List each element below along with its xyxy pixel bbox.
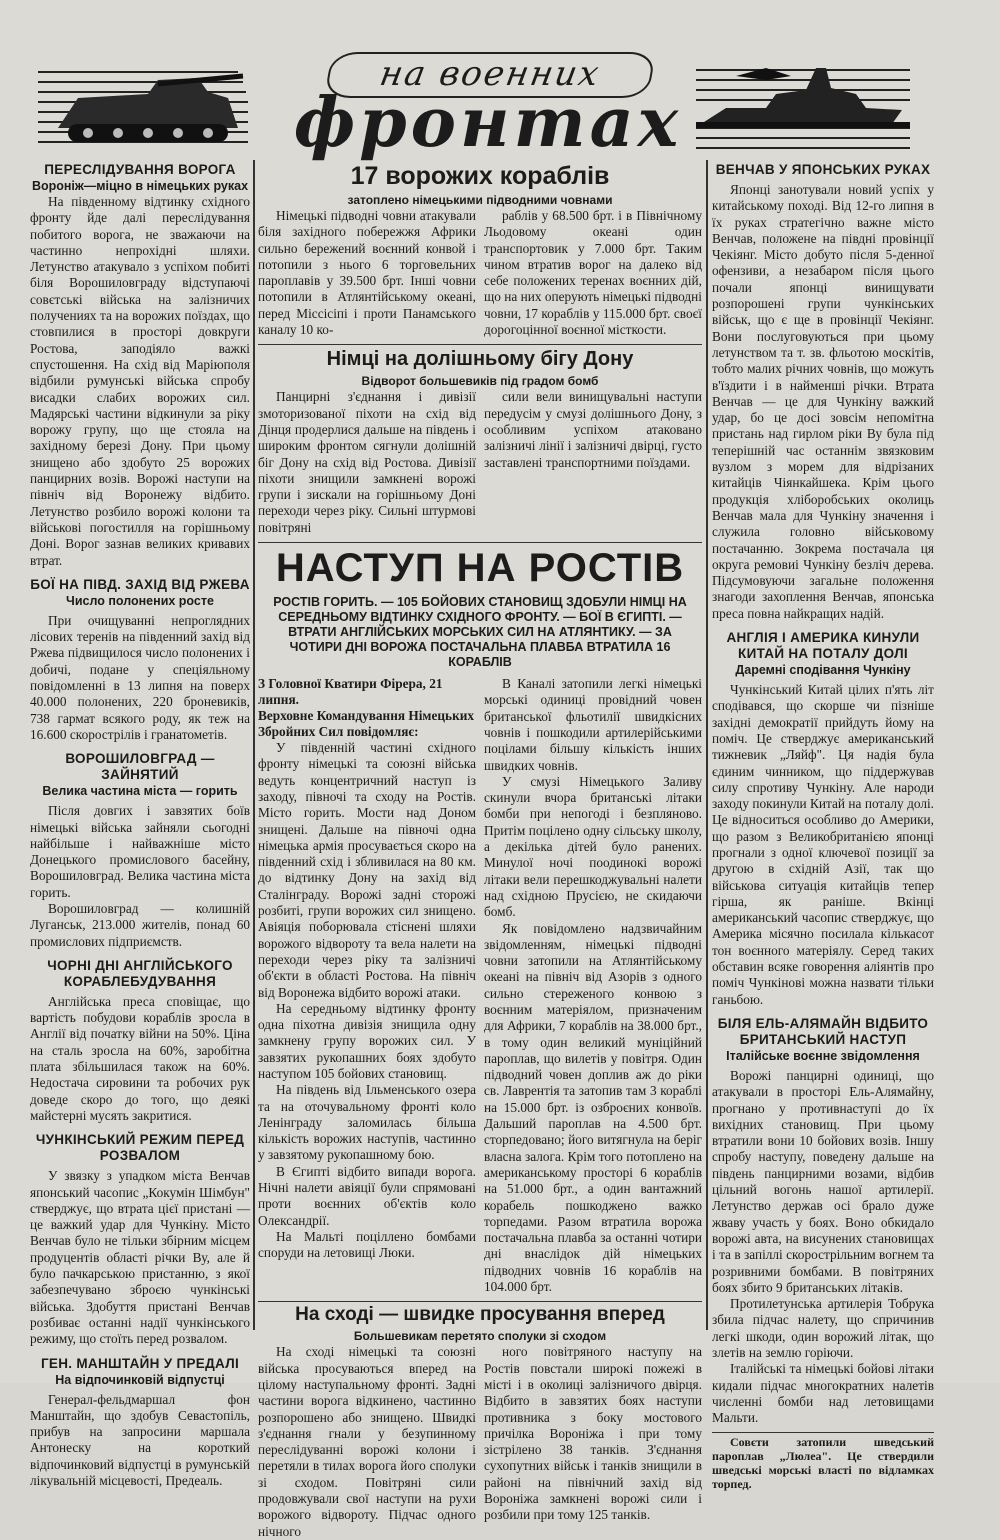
article-headline: ВОРОШИЛОВГРАД — ЗАЙНЯТИЙ [65,751,215,783]
article-text: Після довгих і завзятих боїв німецькі війська зайняли сьогодні найбільше і найважніше місто Донецького промислового басейну, Ворошиловград. Велика частина міста горить. [30,803,250,900]
article-text: На південному відтинку східного фронту йде далі переслідування побитого ворога, не зважаючи на частинно непрохідні шляхи. Летунство атакувало з успіхом побиті біля Ворошиловграду відступаючі совєтські війська на залізничих получениях та на ворожих поїздах, що стовпилися в просторі довкруги Ростова, заподіяло важкі спустошення. На схід від Маріюполя відбили румунські війська спробу висадки слабих ворожих сил. Мадярські частини відкинули за ріку ворожу групу, що ще стояла на західному березі Дону. При цьому знищено або здобуто 25 ворожих панцирних возів. Ворожі наступи на північ від Воронежу відбито. Летунство розбило ворожі колони та військові погостилля на горішньому Доні. Ворог зазнав великих кривавих втрат. [30,194,250,568]
left-column [30,160,250,1488]
center-column [258,160,702,1539]
article-text: Італійські та німецькі бойові літаки кидали підчас многократних налетів численні бомби над летовищами Мальти. [712,1361,934,1426]
article-subheadline: Даремні сподівання Чункіну [735,663,911,678]
article-lead: РОСТІВ ГОРИТЬ. — 105 БОЙОВИХ СТАНОВИЩ ЗДОБУЛИ НІМЦІ НА СЕРЕДНЬОМУ ВІДТИНКУ СХІДНОГО ФРОНТУ. — БОЇ В ЄГИПТІ. — ВТРАТИ АНГЛІЙСЬКИХ МОРСЬКИХ СИЛ НА АТЛЯНТИКУ. — ЗА ЧОТИРИ ДНІ ВОРОЖА ПОСТАЧАЛЬНА ПЛАВБА ВТРАТИЛА 16 КОРАБЛІВ [273,595,687,670]
article-subheadline: На відпочинковій відпустці [55,1372,225,1387]
article-two-columns [258,1344,702,1540]
article-text: На південь від Ільменського озера та на оточувальному фронті коло Ленінграду заломилась більша кількість ворожих наступів, частинно у завзятому рукопашному бою. [258,1082,476,1163]
article-subheadline: Вороніж—міцно в німецьких руках [31,179,249,193]
column-rule-left [253,160,255,1330]
article-text: Ворожі панцирні одиниці, що атакували в просторі Ель-Алямайну, прогнано у противнаступі до їх вихідних становищ. При цьому втратили вони 10 бойових возів. Іншу спробу наступу, поведену дальше на південь панцирними возами, відбив цільний вогонь нашої артилерії. Летунство держав осі брало дуже жваву участь у боях. Воно обкидало ворожі авта, на висунених становищах і та в запіллі скорострільним вогнем та розривними бомбами. В повітряних боях збито 9 британських літаків. [712,1067,934,1295]
article-headline: БІЛЯ ЕЛЬ-АЛЯМАЙН ВІДБИТО БРИТАНСЬКИЙ НАСТУП [717,1015,929,1047]
article-text: Ворошиловград — колишній Луганськ, 213.000 жителів, понад 60 промислових підприємств. [30,900,250,949]
tank-illustration [38,58,250,150]
article-text: В Каналі затопили легкі німецькі морські одиниці провідний човен британської фльотилії швидкісних човнів і пошкодили артилерійськими поцілами більшу кількість інших швидких човнів. [484,676,702,773]
article-column [258,676,476,1295]
article-text: В Єгипті відбито випади ворога. Нічні налети авіяції були спрямовані проти воєнних об'єктів коло Олександрії. [258,1163,476,1228]
article-text: Німецькі підводні човни атакували біля західного побережжя Африки сильно бережений воєнний конвой і потопили з нього 6 торговельних пароплавів у 39.500 брт. Інші човни потопили в Атлянтійському океані, перед Міссісіпі і проти Панамського каналу 10 ко- [258,208,476,338]
masthead [0,0,1000,163]
article-text: Чункінський Китай цілих п'ять літ сподівався, що скорше чи пізніше західні демократії прийдуть йому на поміч. Це стверджує американський тижневик „Ляйф". Ця надія була єдиним чинником, що піддержував силу спротиву Чункіну. Але народи заходу покинули Китай на поталу долі. Це відноситься особливо до Америки, що разом з Великобританією японці прогнали з одної ключевої позиції за другою в східній Азії, так що військова ситуація китайців тепер гірша, як раніше. Вкінці американський часопис стверджує, що Америка місячно посилала кількасот тон воєнного матеріялу. Серед таких обставин всяке говорення аліянтів про поміч Чункінові можна назвати тільки ганьбою. [712,682,934,1007]
article-subheadline: Відворот большевиків під градом бомб [361,374,599,389]
masthead-title-top: на военних [324,52,656,98]
article-text: У звязку з упадком міста Венчав японський часопис „Кокумін Шімбун" стверджує, що втрата цієї пристані — це важкий удар для Чункіну. Місто Венчав було не тільки збірним місцем продуцентів області річки Ву, але й було пачкарською пристанню, з якої забезпечувано зброєю чункінські війська. Здобуття пристані Венчав розбиває останні надії чункінського режиму, що стоїть перед розвалом. [30,1168,250,1347]
article-text: На середньому відтинку фронту одна піхотна дивізія знищила одну замкнену групу ворожих сил. У завзятих рукопашних боях здобуто наступом 105 бойових становищ. [258,1000,476,1081]
article-headline: ЧУНКІНСЬКИЙ РЕЖИМ ПЕРЕД РОЗВАЛОМ [35,1132,245,1164]
article-text: Генерал-фельдмаршал фон Манштайн, що здобув Севастопіль, прибув на запросини маршала Антонеску на короткий відпочинковий відпустці в румунській лікувальній місцевості, Предеаль. [30,1391,250,1488]
article-text: Панцирні з'єднання і дивізії змоторизованої піхоти на схід від Дінця продерлися дальше на південь і широким фронтом сягнули долішній біг Дону на схід від Ростова. Дивізії піхоти знищили замкнені ворожі групи і зискали на горішньому Доні переходи через ріку. Сильні штурмові повітряні [258,389,476,535]
article-headline: НАСТУП НА РОСТІВ [258,542,702,593]
article-headline: АНГЛІЯ І АМЕРИКА КИНУЛИ КИТАЙ НА ПОТАЛУ ДОЛІ [726,630,920,662]
column-rule-right [706,160,708,1330]
article-text: сили вели винищувальні наступи передусім у смузі долішнього Дону, з особливим успіхом атакованo залізничі лінії і залізничі двірці, густо заставлені транспортними поїздами. [484,389,702,470]
article-headline: БОЇ НА ПІВД. ЗАХІД ВІД РЖЕВА [30,576,250,592]
article-text: На Мальті поціллено бомбами споруди на летовищі Люки. [258,1228,476,1261]
article-subheadline: затоплено німецькими підводними човнами [347,193,613,207]
article-subheadline: Велика частина міста — горить [42,784,238,799]
right-column [712,160,934,1492]
article-subheadline: Большевикам перетято сполуки зі сходом [353,1329,607,1344]
article-two-columns [258,676,702,1295]
article-two-columns [258,208,702,338]
dateline: З Головної Кватири Фірера, 21 липня. [258,676,443,708]
article-subheadline: Італійське воєнне звідомлення [726,1048,920,1063]
article-headline: 17 ворожих кораблів [350,162,610,190]
article-text: Японці занотували новий успіх у китайському поході. Від 12-го липня в їх руках стратегічно важне місто Венчав, положене на півдні провінції Чекіянг. Місто добуто після 5-денної офензиви, а незабаром після цього почали японці винищувати розпорошені групи чункінських військ, що є ще в провінції Чекіянг. Вони послуговуються при цьому летунством та т. зв. фльотою москітів, тобто малих річних човнів, що можуть в'їздити і в найменші річки. Втрата Венчав — це для Чункіну важкий удар, бо це досі зовсім непомітна пристань над гирлом ріки Ву була під теперішній час останнім звязковим вузлом з морем для відрізаних китайців Чіянкайшека. Крім цього продукція хліборобських околиць Венчав мала для Чункіну значення і служила головно військовому постачанню. Зокрема постачала ця округа ремовиі Чункіну безліч дерева. Підсумовуючи загальне положення знагоди захоплення Венчав, японська преса повна найкращих надій. [712,182,934,621]
article-text: ного повітряного наступу на Ростів повстали широкі пожежі в місті і в околиці залізничого двірця. Відбито в завзятих боях наступи противника з боку мостового причілка Вороніжа і при тому зістрілено 38 танків. З'єднання сухопутних військ і танків знищили в районі на північний захід від Вороніжа замкнені ворожі сили і розбили при тому 125 танків. [484,1344,702,1523]
article-text: Совєти затопили шведський пароплав „Люлеа". Це ствердили шведські морські власті по відламках торпед. [712,1435,934,1492]
news-brief [712,1432,934,1491]
article-text: При очищуванні непроглядних лісових теренів на південний захід від Ржева підвищилося число полонених і добичі, подане у спеціяльному повідомленні в 13 липня на поверх 40.000 полонених, 220 броневиків, 738 гармат всякого роду, як теж на 16.600 скорострілів і гранатометів. [30,612,250,742]
article-text: раблів у 68.500 брт. і в Північному Льодовому океані один транспортовик у 7.000 брт. Таким чином втратив ворог на далеко від себе положених теренах воєнних дій, що на них оперують німецькі підводні човни, 17 кораблів у 115.000 брт. своєї дорогоцінної воєнної місткости. [484,208,702,338]
article-headline: На сході — швидке просування вперед [258,1301,702,1328]
article-headline: Німці на долішньому бігу Дону [258,344,702,373]
warship-illustration [696,58,910,150]
article-text: Як повідомлено надзвичайним звідомленням, німецькі підводні човни затопили на Атлянтійському океані на північ від Азорів з одного сильно стереженого конвою з воєнним матеріялом, призначеним для Африки, 7 кораблів на 38.000 брт., в тому один великий муніційний пароплав, що вилетів у повітря. Один підводний човен доплив аж до ріки св. Лаврентія та затопив там 3 кораблі на 15.000 брт. із озброєних конвоїв. Дальший пароплав на 4.500 брт. сторпедовано; його витягнула на беріг власна залога. Крім того потоплено на американському просторі 6 кораблів на 51.000 брт., а один вантажний корабель пошкоджено важко торпедами. Разом втратила ворожа постачальна плавба за останні чотири дні внаслідок дій німецьких підводних човнів 16 кораблів на 104.000 брт. [484,920,702,1295]
article-text: На сході німецькі та союзні війська просуваються вперед на цілому наступальному фронті. Задні частини ворога відкинено, частинно розпорошено або знищено. Швидкі з'єднання гнали у безупинному переслідуванні ворожі колони і перетяли в тилах ворога його сполуки зі сходом. Повітряні сили продовжували свої наступи на рухи ворожого відвороту. Підчас одного нічного [258,1344,476,1539]
masthead-title-main: фронтах [293,83,683,163]
article-two-columns [258,389,702,536]
article-text: У смузі Німецького Заливу скинули вчора британські літаки бомби при непогоді і безпляново. Притім поцілено одну сільську школу, а декілька дітей було ранених. Минулої ночі поодинокі ворожі літаки вели перешкоджувальні налети над східною Прусією, не скидаючи бомб. [484,773,702,920]
article-subheadline: Число полонених росте [66,593,214,608]
article-headline: ПЕРЕСЛІДУВАННЯ ВОРОГА [44,162,236,177]
article-column [484,676,702,1295]
article-text: У південній частині східного фронту німецькі та союзні війська ведуть концентричний наступ із заходу, півночі та сходу на Ростів. Місто горить. Мости над Доном знищені. Дальше на півночі одна німецька армія просувається скоро на південний схід і збливилася на 80 км. до відтинку Дону на захід від Сталінграду. Ворожі задні сторожі розбиті, групи ворожих сил знищено. Авіяція поборювала стіснені шляхи ворожого відвороту та вела налети на переходи через ріку та залізничі об'єкти в області Ростова. На північ від Воронежа відбито ворожі атаки. [258,740,476,1000]
article-headline: ВЕНЧАВ У ЯПОНСЬКИХ РУКАХ [715,162,931,177]
article-text: Англійська преса сповіщає, що вартість побудови кораблів зросла в Англії від початку війни на 50%. Ціна на сталь зросла на 60%, заробітна плата збільшилася також на 60%. Недостача сировини та робочих рук доведе скоро до того, що деякі майстерні мусять закритися. [30,993,250,1123]
command-line: Верховне Командування Німецьких Збройних Сил повідомляє: [258,708,475,740]
article-headline: ГЕН. МАНШТАЙН У ПРЕДАЛІ [40,1355,240,1371]
article-headline: ЧОРНІ ДНІ АНГЛІЙСЬКОГО КОРАБЛЕБУДУВАННЯ [47,957,233,989]
article-text: Протилетунська артилерія Тобрука збила підчас налету, що спричинив легкі шкоди, один ворожий літак, що злетів на землю горіючи. [712,1296,934,1360]
masthead-logo [262,44,714,163]
